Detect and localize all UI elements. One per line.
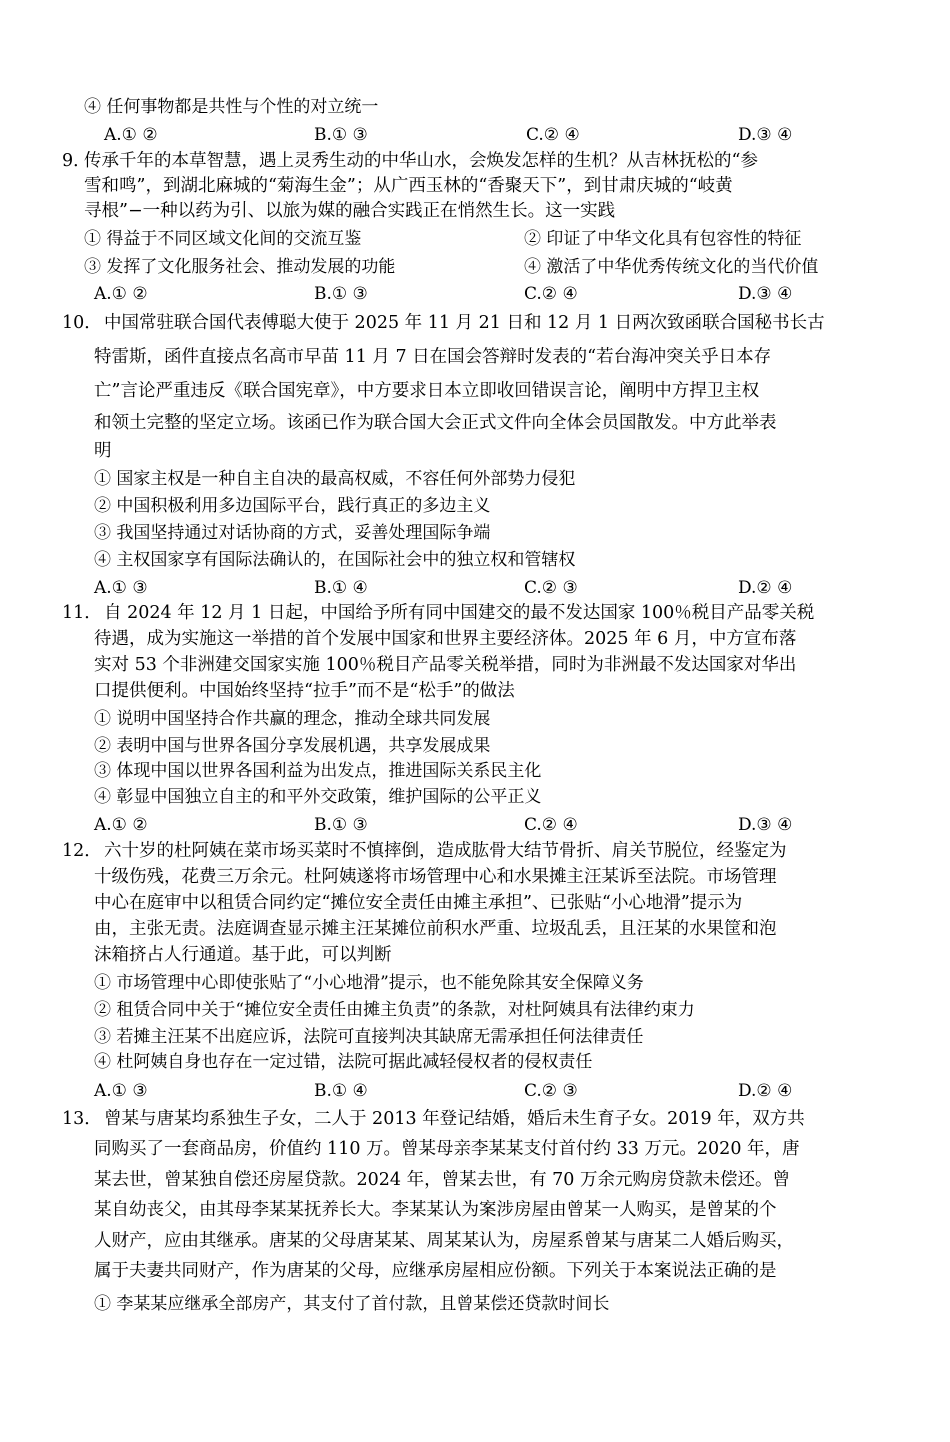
q11-item-3: ③ 体现中国以世界各国利益为出发点，推进国际关系民主化 — [94, 761, 542, 781]
q9-item-2: ② 印证了中华文化具有包容性的特征 — [524, 229, 802, 249]
q10-option-b: B.① ④ — [314, 578, 368, 598]
q13-stem-line-4: 某自幼丧父，由其母李某某抚养长大。李某某认为案涉房屋由曾某一人购买，是曾某的个 — [94, 1200, 777, 1220]
q13-stem-line-2: 同购买了一套商品房，价值约 110 万。曾某母亲李某某支付首付约 33 万元。2020 年，唐 — [94, 1139, 800, 1159]
q9-option-b: B.① ③ — [314, 284, 368, 304]
q10-item-3: ③ 我国坚持通过对话协商的方式，妥善处理国际争端 — [94, 523, 491, 543]
q11-item-2: ② 表明中国与世界各国分享发展机遇，共享发展成果 — [94, 736, 491, 756]
q11-option-c: C.② ④ — [524, 815, 578, 835]
q9-stem-line-2: 雪和鸣”，到湖北麻城的“菊海生金”；从广西玉林的“香聚天下”，到甘肃庆城的“岐黄 — [84, 176, 733, 196]
q8-item-4: ④ 任何事物都是共性与个性的对立统一 — [84, 97, 379, 117]
q12-item-2: ② 租赁合同中关于“摊位安全责任由摊主负责”的条款，对杜阿姨具有法律约束力 — [94, 1000, 695, 1020]
q12-option-d: D.② ④ — [738, 1081, 793, 1101]
q13-stem-line-3: 某去世，曾某独自偿还房屋贷款。2024 年，曾某去世，有 70 万余元购房贷款未偿还。曾 — [94, 1170, 790, 1190]
q10-item-1: ① 国家主权是一种自主自决的最高权威，不容任何外部势力侵犯 — [94, 469, 576, 489]
q10-stem-line-2: 特雷斯，函件直接点名高市早苗 11 月 7 日在国会答辩时发表的“若台海冲突关乎日本存 — [94, 347, 772, 367]
q11-stem-line-2: 待遇，成为实施这一举措的首个发展中国家和世界主要经济体。2025 年 6 月，中方宣布落 — [94, 629, 797, 649]
q12-option-a: A.① ③ — [94, 1081, 148, 1101]
q8-option-d: D.③ ④ — [738, 125, 793, 145]
q9-item-4: ④ 激活了中华优秀传统文化的当代价值 — [524, 257, 819, 277]
q10-item-2: ② 中国积极利用多边国际平台，践行真正的多边主义 — [94, 496, 491, 516]
q12-item-4: ④ 杜阿姨自身也存在一定过错，法院可据此减轻侵权者的侵权责任 — [94, 1052, 593, 1072]
q11-option-a: A.① ② — [94, 815, 148, 835]
q13-number: 13． — [62, 1109, 102, 1129]
q12-stem-line-2: 十级伤残，花费三万余元。杜阿姨遂将市场管理中心和水果摊主汪某诉至法院。市场管理 — [94, 867, 777, 887]
q9-option-c: C.② ④ — [524, 284, 578, 304]
q9-number: 9． — [62, 151, 91, 171]
q12-stem-line-3: 中心在庭审中以租赁合同约定“摊位安全责任由摊主承担”、已张贴“小心地滑”提示为 — [94, 893, 743, 913]
q10-stem-line-4: 和领土完整的坚定立场。该函已作为联合国大会正式文件向全体会员国散发。中方此举表 — [94, 413, 777, 433]
q8-option-b: B.① ③ — [314, 125, 368, 145]
q12-item-1: ① 市场管理中心即使张贴了“小心地滑”提示，也不能免除其安全保障义务 — [94, 973, 644, 993]
q13-stem-line-1: 曾某与唐某均系独生子女，二人于 2013 年登记结婚，婚后未生育子女。2019 年，双方共 — [104, 1109, 805, 1129]
q13-stem-line-6: 属于夫妻共同财产，作为唐某的父母，应继承房屋相应份额。下列关于本案说法正确的是 — [94, 1261, 777, 1281]
q10-item-4: ④ 主权国家享有国际法确认的，在国际社会中的独立权和管辖权 — [94, 550, 576, 570]
q9-stem-line-3: 寻根”−一种以药为引、以旅为媒的融合实践正在悄然生长。这一实践 — [84, 201, 616, 221]
q10-stem-line-5: 明 — [94, 441, 112, 461]
q9-item-1: ① 得益于不同区域文化间的交流互鉴 — [84, 229, 362, 249]
q10-option-d: D.② ④ — [738, 578, 793, 598]
q12-stem-line-5: 沫箱挤占人行通道。基于此，可以判断 — [94, 945, 392, 965]
q9-option-a: A.① ② — [94, 284, 148, 304]
q12-number: 12． — [62, 841, 102, 861]
q12-stem-line-4: 由，主张无责。法庭调查显示摊主汪某摊位前积水严重、垃圾乱丢，且汪某的水果筐和泡 — [94, 919, 777, 939]
q12-stem-line-1: 六十岁的杜阿姨在菜市场买菜时不慎摔倒，造成肱骨大结节骨折、肩关节脱位，经鉴定为 — [104, 841, 787, 861]
q10-stem-line-3: 亡”言论严重违反《联合国宪章》，中方要求日本立即收回错误言论，阐明中方捍卫主权 — [94, 381, 760, 401]
q11-option-b: B.① ③ — [314, 815, 368, 835]
q10-option-a: A.① ③ — [94, 578, 148, 598]
q12-option-b: B.① ④ — [314, 1081, 368, 1101]
q9-item-3: ③ 发挥了文化服务社会、推动发展的功能 — [84, 257, 396, 277]
q11-stem-line-3: 实对 53 个非洲建交国家实施 100％税目产品零关税举措，同时为非洲最不发达国家对华出 — [94, 655, 797, 675]
q11-stem-line-1: 自 2024 年 12 月 1 日起，中国给予所有同中国建交的最不发达国家 100％税目产品零关税 — [104, 603, 815, 623]
q13-stem-line-5: 人财产，应由其继承。唐某的父母唐某某、周某某认为，房屋系曾某与唐某二人婚后购买， — [94, 1231, 794, 1251]
q9-stem-line-1: 传承千年的本草智慧，遇上灵秀生动的中华山水，会焕发怎样的生机？从吉林抚松的“参 — [84, 151, 758, 171]
q11-number: 11． — [62, 603, 102, 623]
q11-item-1: ① 说明中国坚持合作共赢的理念，推动全球共同发展 — [94, 709, 491, 729]
q11-option-d: D.③ ④ — [738, 815, 793, 835]
q13-item-1: ① 李某某应继承全部房产，其支付了首付款，且曾某偿还贷款时间长 — [94, 1294, 610, 1314]
q10-number: 10． — [62, 313, 102, 333]
q8-option-c: C.② ④ — [526, 125, 580, 145]
q11-item-4: ④ 彰显中国独立自主的和平外交政策，维护国际的公平正义 — [94, 787, 542, 807]
q12-item-3: ③ 若摊主汪某不出庭应诉，法院可直接判决其缺席无需承担任何法律责任 — [94, 1027, 644, 1047]
q10-option-c: C.② ③ — [524, 578, 578, 598]
q9-option-d: D.③ ④ — [738, 284, 793, 304]
q10-stem-line-1: 中国常驻联合国代表傅聪大使于 2025 年 11 月 21 日和 12 月 1 日两次致函联合国秘书长古 — [104, 313, 825, 333]
q12-option-c: C.② ③ — [524, 1081, 578, 1101]
q11-stem-line-4: 口提供便利。中国始终坚持“拉手”而不是“松手”的做法 — [94, 681, 515, 701]
q8-option-a: A.① ② — [104, 125, 158, 145]
